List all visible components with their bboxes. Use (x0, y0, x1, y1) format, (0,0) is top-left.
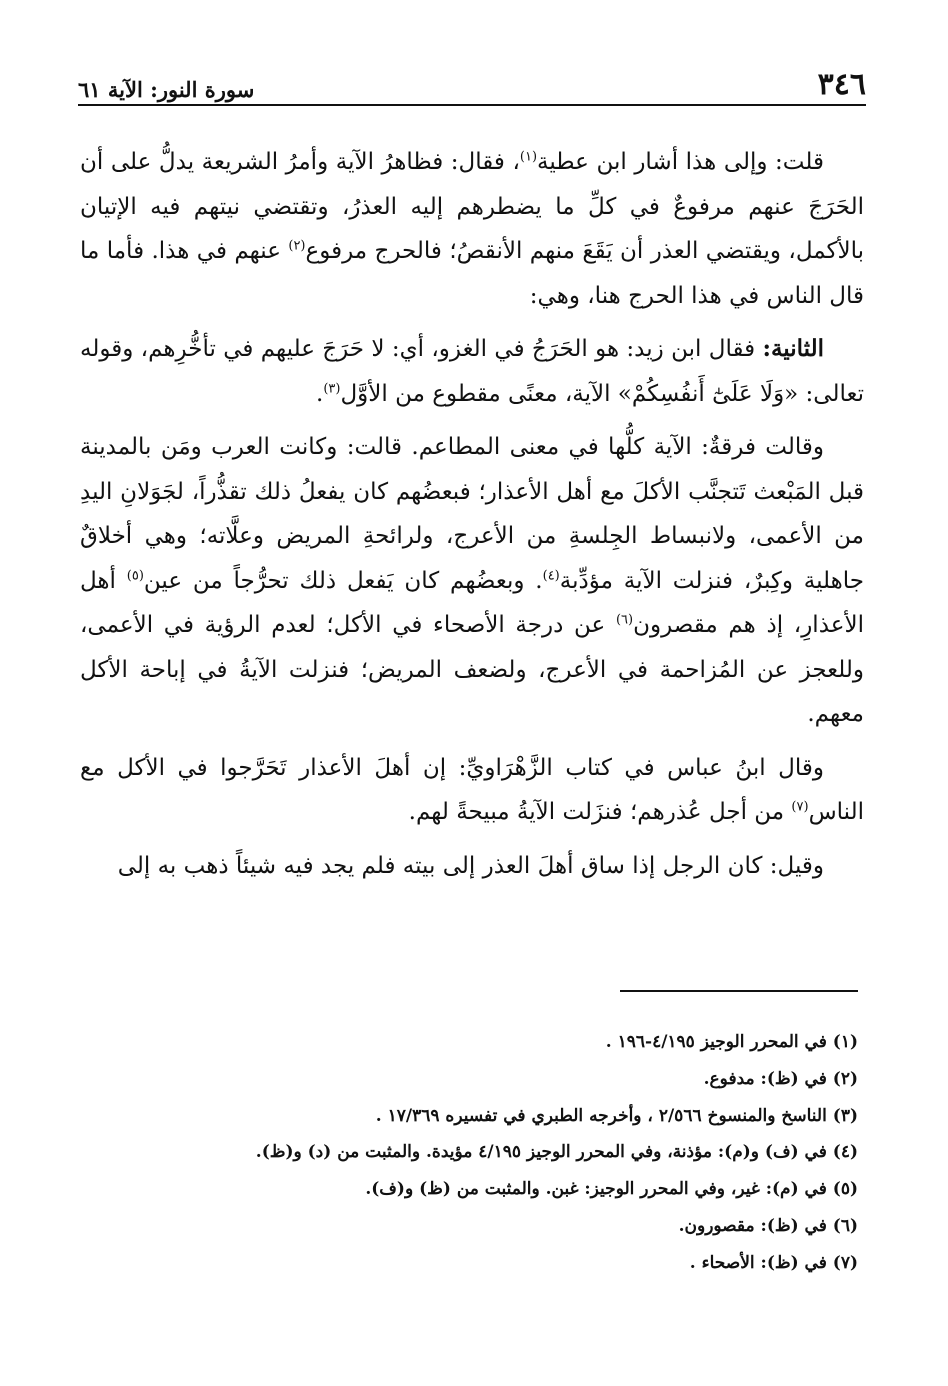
text-run: ، فقال: فظاهرُ الآية وأمرُ الشريعة يدلُّ على أن الحَرَجَ عنهم مرفوعٌ في كلِّ ما يضطرهم إليه العذرُ، وتقتضي نيتهم فيه الإتيان بالأكمل، ويقتضي العذر أن يَقَعَ منهم الأنقصُ؛ فالحرج مرفوع (80, 149, 865, 264)
footnote-ref-7: (٧) (791, 799, 809, 815)
text-run: فقال ابن زيد: هو الحَرَجُ في الغزو، أي: لا حَرَجَ عليهم في تأخُّرِهم، وقوله تعالى: «وَلَا عَلَىٰٓ أَنفُسِكُمْ» الآية، معنًى مقطوع من الأوَّل (80, 336, 864, 407)
footnotes (90, 1024, 858, 1282)
running-title: سورة النور: الآية ٦١ (78, 77, 255, 102)
footnote-5: (٥) في (م): غير، وفي المحرر الوجيز: غبن. والمثبت من (ظ) و(ف). (365, 1179, 858, 1200)
text-run: من أجل عُذرهم؛ فنزَلت الآيةُ مبيحةً لهم. (408, 799, 785, 825)
footnote-ref-4: (٤) (542, 567, 560, 583)
footnote-ref-6: (٦) (615, 612, 634, 628)
text-run: وقال ابنُ عباس في كتاب الزَّهْرَاويِّ: إن أهلَ الأعذار تَحَرَّجوا في الأكل مع الناس (80, 754, 864, 825)
paragraph-5: وقيل: كان الرجل إذا ساق أهلَ العذر إلى بيته فلم يجد فيه شيئاً ذهب به إلى (117, 852, 824, 879)
footnote-3: (٣) الناسخ والمنسوخ ٢/٥٦٦ ، وأخرجه الطبري في تفسيره ١٧/٣٦٩ . (375, 1105, 858, 1126)
text-run: عن درجة الأصحاء في الأكل؛ لعدم الرؤية في الأعمى، وللعجز عن المُزاحمة في الأعرج، ولضعف المريض؛ فنزلت الآيةُ في إباحة الأكل معهم. (80, 612, 864, 727)
text-run: . وبعضُهم كان يَفعل ذلك تحرُّجاً من عين (143, 567, 543, 594)
footnote-ref-1: (١) (519, 149, 538, 165)
page-number: ٣٤٦ (817, 67, 866, 102)
text-run: قلت: وإلى هذا أشار ابن عطية (537, 149, 825, 175)
section-label: الثانية: (762, 335, 824, 362)
page-header (78, 60, 866, 106)
footnote-1: (١) في المحرر الوجيز ٤/١٩٥-١٩٦ . (605, 1032, 858, 1052)
paragraph-1 (80, 140, 864, 318)
paragraph-3 (80, 425, 864, 737)
main-text (80, 140, 864, 897)
paragraph-2 (80, 327, 864, 416)
text-run: عنهم في هذا. فأما ما قال الناس في هذا الحرج هنا، وهي: (80, 238, 864, 309)
text-run: . (316, 380, 324, 407)
footnote-6: (٦) في (ظ): مقصورون. (678, 1215, 858, 1236)
text-run: وقالت فرقةٌ: الآية كلُّها في معنى المطاعم. قالت: وكانت العرب ومَن بالمدينة قبل المَبْعث تَتجنَّب الأكلَ مع أهل الأعذار؛ فبعضُهم كان يفعلُ ذلك تقذُّراً، لجَوَلانِ اليدِ من الأعمى، ولانبساط الجِلسةِ من الأعرج، ولرائحةِ المريض وعلَّاته؛ وهي أخلاقٌ جاهلية وكِبرٌ، فنزلت الآية مؤدِّبة (80, 434, 865, 594)
footnote-2: (٢) في (ظ): مدفوع. (703, 1068, 858, 1089)
text-run: أهل الأعذارِ، إذ هم مقصرون (80, 567, 864, 638)
footnote-divider (620, 990, 858, 992)
footnote-7: (٧) في (ظ): الأصحاء . (689, 1252, 858, 1273)
footnote-4: (٤) في (ف) و(م): مؤذنة، وفي المحرر الوجيز ٤/١٩٥ مؤيدة. والمثبت من (د) و(ظ). (255, 1142, 858, 1163)
paragraph-4 (80, 746, 864, 835)
footnote-ref-5: (٥) (126, 567, 144, 583)
footnote-ref-3: (٣) (323, 380, 341, 396)
footnote-ref-2: (٢) (288, 238, 306, 254)
